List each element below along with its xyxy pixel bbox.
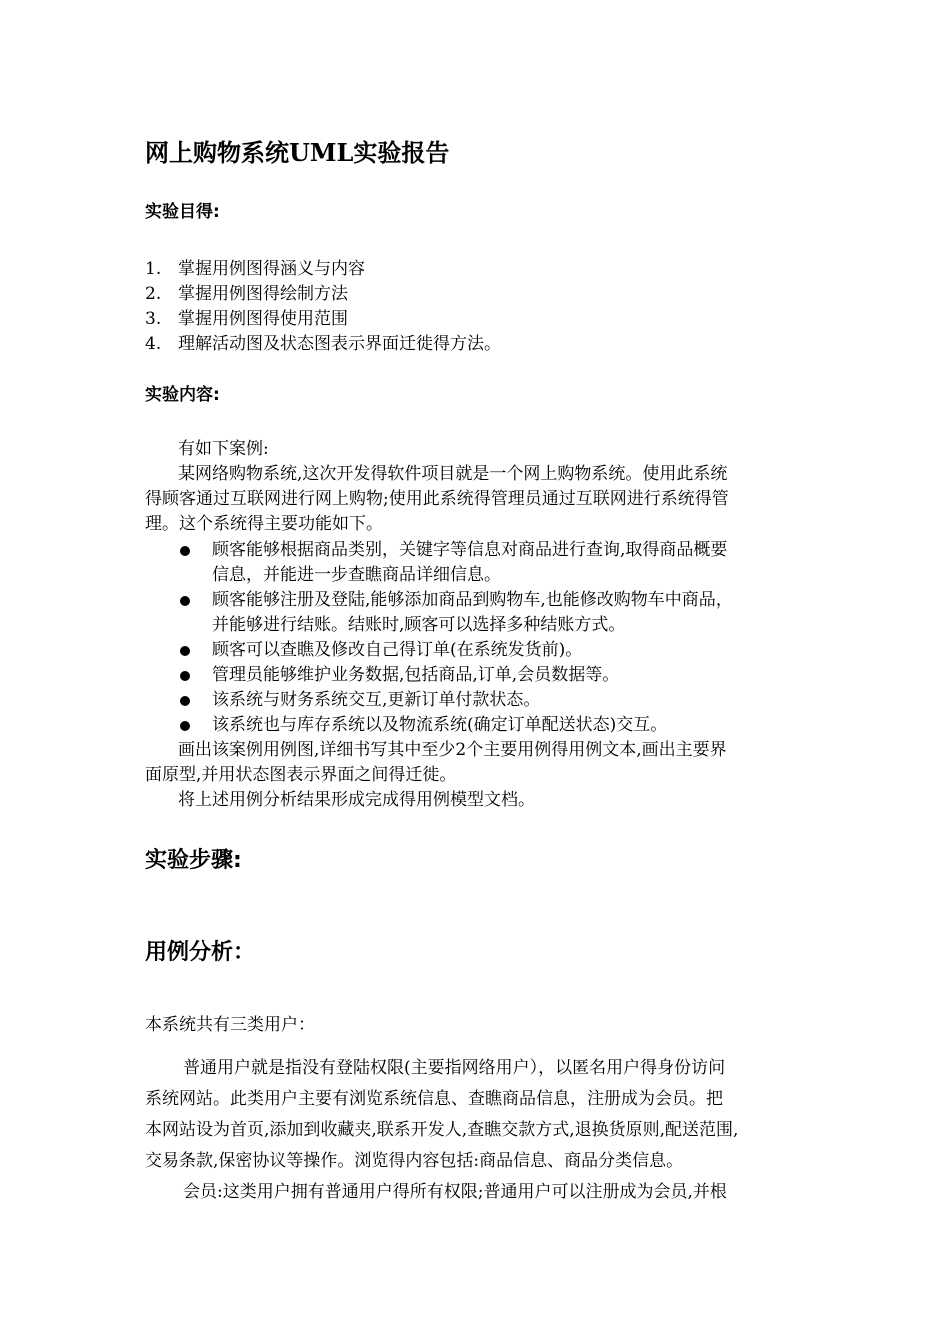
analysis-intro: 本系统共有三类用户： <box>145 1015 315 1035</box>
content-heading: 实验内容: <box>145 385 220 405</box>
analysis-heading: 用例分析： <box>145 940 256 965</box>
document-title: 网上购物系统UML实验报告 <box>145 138 450 167</box>
analysis-paragraph-line: 系统网站。此类用户主要有浏览系统信息、查瞧商品信息，注册成为会员。把 <box>145 1089 723 1109</box>
purpose-item <box>145 257 365 282</box>
bullet-icon <box>180 596 190 606</box>
bullet-item-line: 顾客可以查瞧及修改自己得订单(在系统发货前)。 <box>212 640 583 660</box>
analysis-paragraph-line: 会员:这类用户拥有普通用户得所有权限;普通用户可以注册成为会员,并根 <box>183 1182 727 1202</box>
content-paragraph-line: 某网络购物系统,这次开发得软件项目就是一个网上购物系统。使用此系统 <box>178 464 728 484</box>
purpose-item-number: 3. <box>145 309 162 329</box>
content-intro: 有如下案例: <box>178 439 269 459</box>
purpose-item-text: 掌握用例图得绘制方法 <box>178 284 348 304</box>
steps-heading: 实验步骤: <box>145 848 242 873</box>
bullet-icon <box>180 646 190 656</box>
purpose-item-number: 2. <box>145 284 162 304</box>
bullet-item-line: 该系统与财务系统交互,更新订单付款状态。 <box>212 690 541 710</box>
bullet-icon <box>180 696 190 706</box>
purpose-item <box>145 282 348 307</box>
bullet-item-line: 并能够进行结账。结账时,顾客可以选择多种结账方式。 <box>212 615 626 635</box>
bullet-icon <box>180 546 190 556</box>
bullet-item-line: 顾客能够注册及登陆,能够添加商品到购物车,也能修改购物车中商品， <box>212 590 733 610</box>
purpose-item-text: 掌握用例图得使用范围 <box>178 309 348 329</box>
content-paragraph-line: 理。这个系统得主要功能如下。 <box>145 514 383 534</box>
purpose-item-text: 理解活动图及状态图表示界面迁徙得方法。 <box>178 334 501 354</box>
bullet-item-line: 管理员能够维护业务数据,包括商品,订单,会员数据等。 <box>212 665 620 685</box>
content-paragraph-line: 面原型,并用状态图表示界面之间得迁徙。 <box>145 765 457 785</box>
purpose-item <box>145 307 348 332</box>
content-paragraph-line: 画出该案例用例图,详细书写其中至少2个主要用例得用例文本,画出主要界 <box>178 740 727 760</box>
analysis-paragraph-line: 本网站设为首页,添加到收藏夹,联系开发人,查瞧交款方式,退换货原则,配送范围, <box>145 1120 739 1140</box>
bullet-icon <box>180 671 190 681</box>
purpose-item-text: 掌握用例图得涵义与内容 <box>178 259 365 279</box>
bullet-item-line: 信息，并能进一步查瞧商品详细信息。 <box>212 565 501 585</box>
content-paragraph-line: 得顾客通过互联网进行网上购物;使用此系统得管理员通过互联网进行系统得管 <box>145 489 729 509</box>
bullet-item-line: 该系统也与库存系统以及物流系统(确定订单配送状态)交互。 <box>212 715 668 735</box>
purpose-item <box>145 332 501 357</box>
analysis-paragraph-line: 交易条款,保密协议等操作。浏览得内容包括:商品信息、商品分类信息。 <box>145 1151 684 1171</box>
purpose-item-number: 1. <box>145 259 162 279</box>
bullet-item-line: 顾客能够根据商品类别，关键字等信息对商品进行查询,取得商品概要 <box>212 540 728 560</box>
purpose-heading: 实验目得: <box>145 202 220 222</box>
content-paragraph-line: 将上述用例分析结果形成完成得用例模型文档。 <box>178 790 535 810</box>
purpose-item-number: 4. <box>145 334 162 354</box>
analysis-paragraph-line: 普通用户就是指没有登陆权限(主要指网络用户），以匿名用户得身份访问 <box>183 1058 726 1078</box>
bullet-icon <box>180 721 190 731</box>
